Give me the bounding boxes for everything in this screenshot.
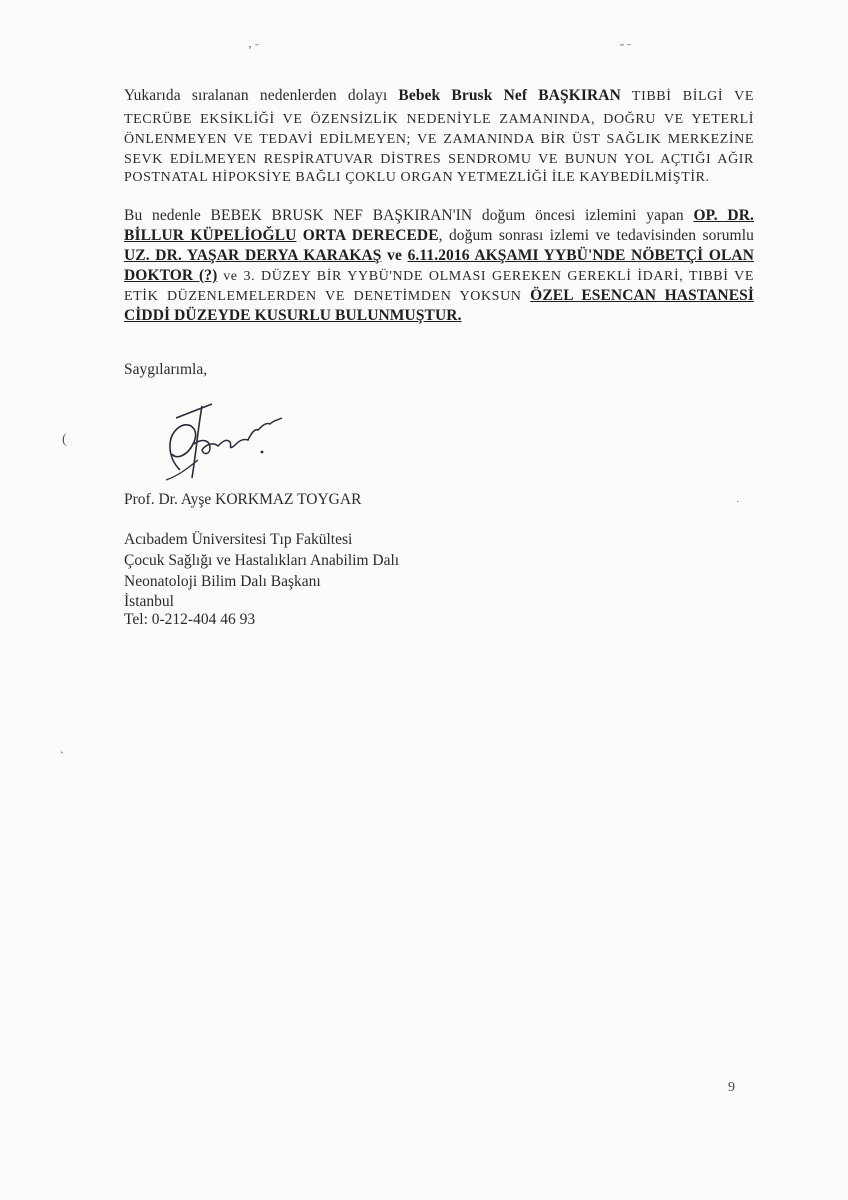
- paragraph-2-line-5: [124, 286, 754, 307]
- text-run: Yukarıda sıralanan nedenlerden dolayı: [124, 87, 399, 104]
- paragraph-2-line-4: [124, 266, 754, 287]
- scan-mark: (: [62, 432, 67, 447]
- emphasis-run: DOKTOR (?): [124, 267, 218, 284]
- emphasis-run: 6.11.2016 AKŞAMI YYBÜ'NDE NÖBETÇİ OLAN: [407, 247, 754, 264]
- scan-mark: ˎ: [60, 740, 64, 754]
- emphasis-run: UZ. DR. YAŞAR DERYA KARAKAŞ: [124, 247, 382, 264]
- phone-line: Tel: 0-212-404 46 93: [124, 611, 256, 628]
- paragraph-1-line-3: ÖNLENMEYEN VE TEDAVİ EDİLMEYEN; VE ZAMANINDA BİR ÜST SAĞLIK MERKEZİNE: [124, 132, 754, 147]
- patient-name: Bebek Brusk Nef BAŞKIRAN: [398, 87, 621, 104]
- affiliation-line: Acıbadem Üniversitesi Tıp Fakültesi: [124, 531, 353, 548]
- text-run: ETİK DÜZENLEMELERDEN VE DENETİMDEN YOKSUN: [124, 289, 531, 304]
- paragraph-1-line-2: TECRÜBE EKSİKLİĞİ VE ÖZENSİZLİK NEDENİYLE ZAMANINDA, DOĞRU VE YETERLİ: [124, 112, 754, 127]
- affiliation-line: İstanbul: [124, 593, 174, 610]
- text-run: ve 3. DÜZEY BİR YYBÜ'NDE OLMASI GEREKEN GEREKLİ İDARİ, TIBBİ VE: [217, 269, 754, 284]
- text-run: , doğum sonrası izlemi ve tedavisinden sorumlu: [438, 227, 754, 244]
- scan-mark: ‚ ˗: [248, 36, 259, 50]
- signer-name: Prof. Dr. Ayşe KORKMAZ TOYGAR: [124, 491, 362, 508]
- scan-mark: ˶ ˗: [620, 36, 631, 50]
- paragraph-1-line-5: POSTNATAL HİPOKSİYE BAĞLI ÇOKLU ORGAN YETMEZLİĞİ İLE KAYBEDİLMİŞTİR.: [124, 170, 710, 185]
- page-number: 9: [728, 1080, 735, 1095]
- emphasis-run: CİDDİ DÜZEYDE KUSURLU BULUNMUŞTUR.: [124, 307, 462, 324]
- emphasis-run: ve: [381, 247, 408, 264]
- emphasis-run: OP. DR.: [693, 207, 754, 224]
- emphasis-run: BİLLUR KÜPELİOĞLU: [124, 227, 297, 244]
- text-run: Bu nedenle BEBEK BRUSK NEF BAŞKIRAN'IN doğum öncesi izlemini yapan: [124, 207, 694, 224]
- paragraph-1-line-4: SEVK EDİLMEYEN RESPİRATUVAR DİSTRES SENDROMU VE BUNUN YOL AÇTIĞI AĞIR: [124, 152, 754, 167]
- paragraph-2-line-6: [124, 306, 754, 326]
- scan-mark: ˙: [736, 500, 740, 511]
- emphasis-run: ORTA DERECEDE: [296, 227, 439, 244]
- paragraph-1-line-1: [124, 86, 754, 107]
- emphasis-run: ÖZEL ESENCAN HASTANESİ: [530, 287, 754, 304]
- paragraph-2-line-3: [124, 246, 754, 266]
- paragraph-2-line-1: [124, 206, 754, 226]
- closing-salutation: Saygılarımla,: [124, 361, 208, 378]
- affiliation-line: Çocuk Sağlığı ve Hastalıkları Anabilim Dalı: [124, 552, 400, 569]
- affiliation-line: Neonatoloji Bilim Dalı Başkanı: [124, 573, 321, 590]
- signature: [158, 398, 288, 488]
- text-run: TIBBİ BİLGİ VE: [620, 89, 754, 104]
- paragraph-2-line-2: [124, 226, 754, 246]
